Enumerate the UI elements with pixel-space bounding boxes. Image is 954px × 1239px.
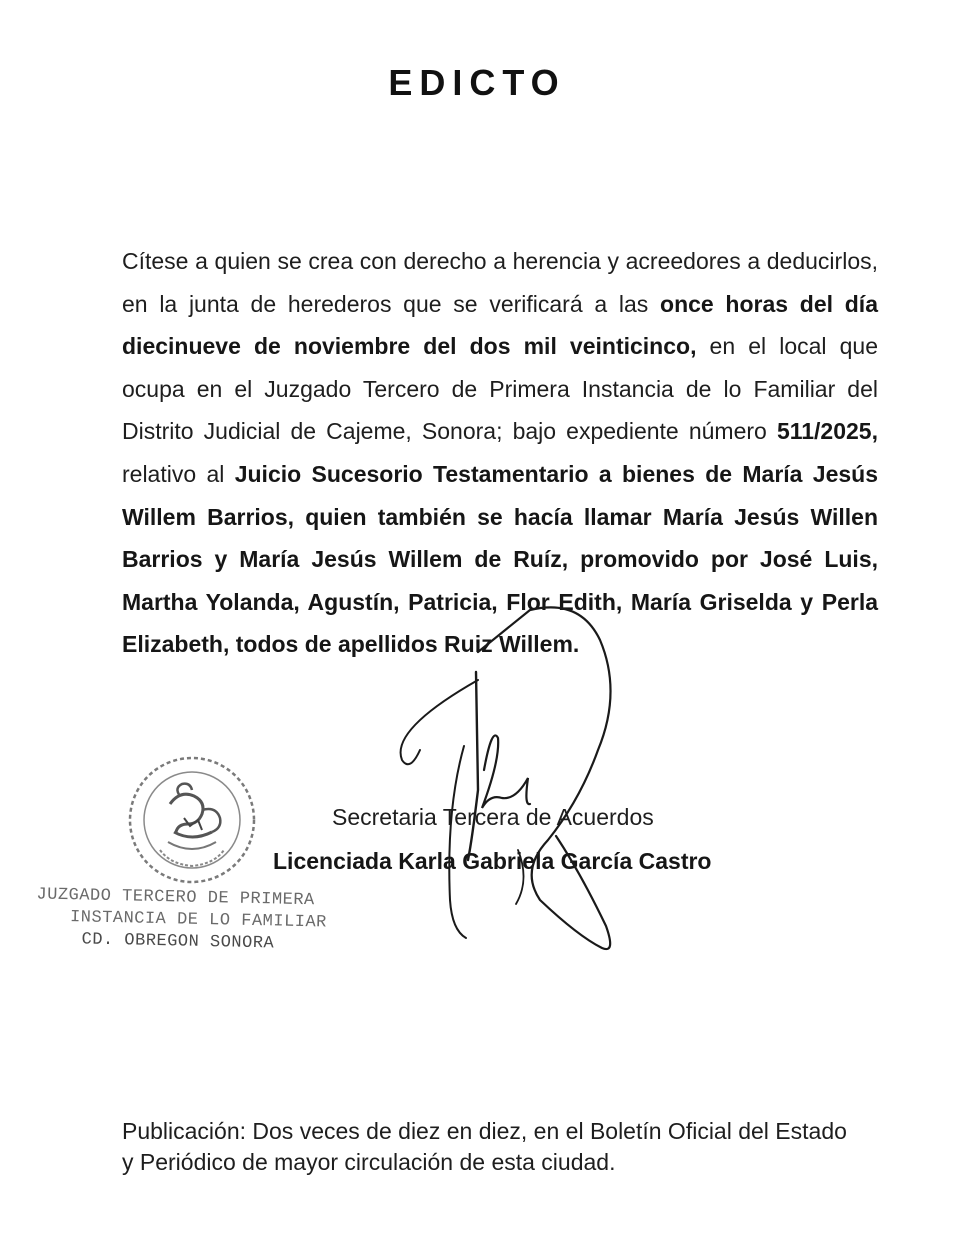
publication-line-2: y Periódico de mayor circulación de esta ciudad. [122, 1149, 616, 1175]
stamp-line-2: INSTANCIA DE LO FAMILIAR [69, 908, 328, 933]
case-number: 511/2025, [776, 418, 878, 445]
signature-icon [380, 600, 640, 980]
body-text-part-2: en el local que ocupa en el Juzgado Tercero de Primera Instancia de lo Familiar del Distrito Judicial de Cajeme, Sonora; bajo expediente número [122, 333, 878, 445]
signer-name: Licenciada Karla Gabriela García Castro [273, 848, 712, 874]
hearing-date: once horas del día diecinueve de noviembre del dos mil veinticinco, [122, 290, 878, 360]
case-description: Juicio Sucesorio Testamentario a bienes de María Jesús Willem Barrios, quien también se hacía llamar María Jesús Willen Barrios y María Jesús Willem de Ruíz, promovido por José Luis, Martha Yolanda, Agustín, Patricia, Flor Edith, María Griselda y Perla Elizabeth, todos de apellidos Ruiz Willem. [122, 460, 879, 658]
publication-line-1: Publicación: Dos veces de diez en diez, en el Boletín Oficial del Estado [122, 1118, 847, 1144]
body-text-part-1: Cítese a quien se crea con derecho a herencia y acreedores a deducirlos, en la junta de herederos que se verificará a las [122, 248, 878, 317]
stamp-line-3: CD. OBREGON SONORA [81, 930, 275, 954]
stamp-line-1: JUZGADO TERCERO DE PRIMERA [36, 885, 315, 911]
court-stamp [35, 884, 376, 957]
signer-role: Secretaria Tercera de Acuerdos [332, 804, 654, 830]
coat-of-arms-seal-icon [124, 752, 260, 888]
publication-note [122, 1116, 882, 1178]
document-title: EDICTO [388, 62, 566, 103]
body-text-part-3: relativo al [122, 460, 235, 487]
